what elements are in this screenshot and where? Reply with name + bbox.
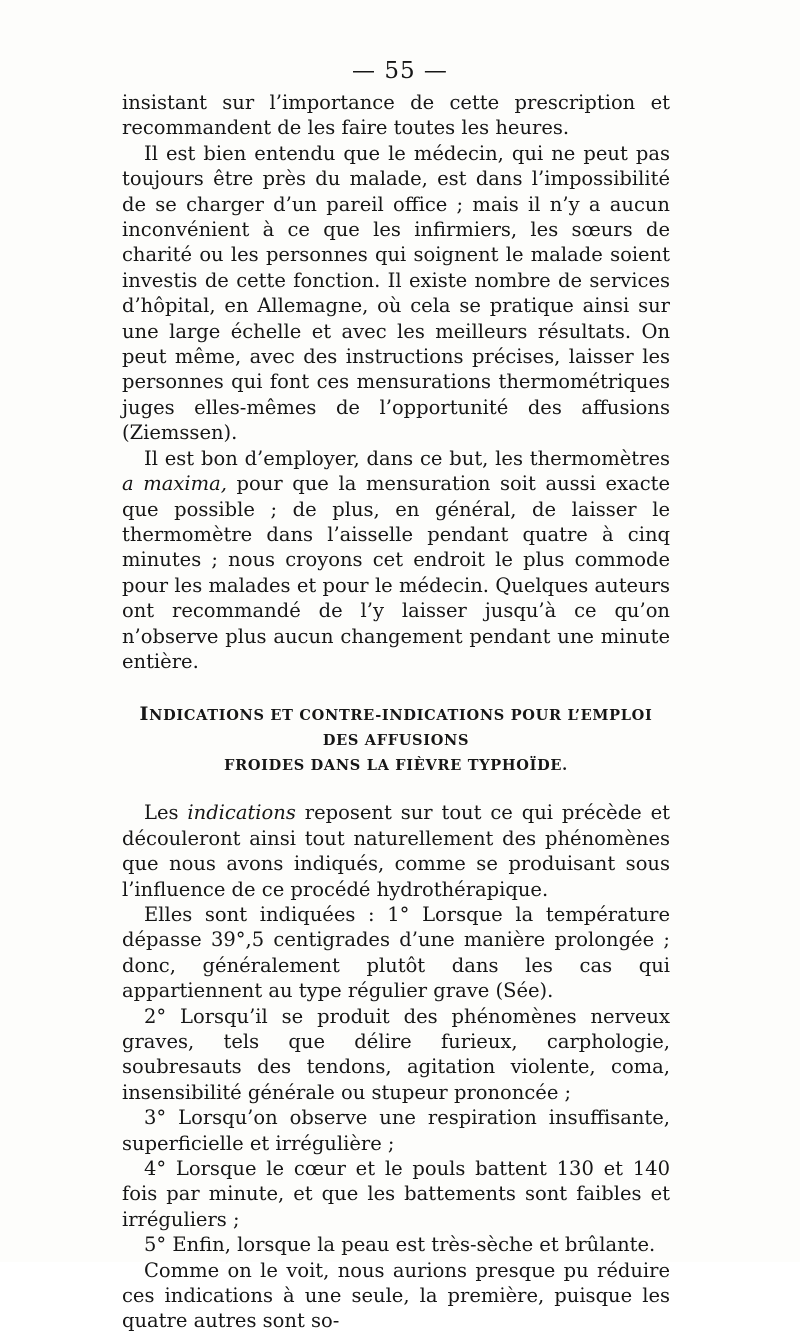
paragraph-fonction: Il est bien entendu que le médecin, qui ne peut pas toujours être près du malade, est dans l’impossibilité de se charger d’un pareil office ; mais il n’y a aucun inconvénient à ce que les infirmiers, les sœurs de charité ou les personnes qui soignent le malade soient investis de cette fonction. Il existe nombre de services d’hôpital, en Allemagne, où cela se pratique ainsi sur une large échelle et avec les meilleurs résultats. On peut même, avec des instructions précises, laisser les personnes qui font ces mensurations thermométriques juges elles-mêmes de l’opportunité des affusions (Ziemssen).	[122, 141, 670, 445]
page-body	[122, 90, 670, 1334]
paragraph-conclusion: Comme on le voit, nous aurions presque pu réduire ces indications à une seule, la première, puisque les quatre autres sont so-	[122, 1258, 670, 1333]
italic-term: a maxima,	[122, 472, 227, 496]
section-title-line-1	[122, 702, 670, 753]
paragraph-indications	[122, 800, 670, 902]
page-number: — 55 —	[352, 58, 448, 84]
paragraph-indication-3: 3° Lorsqu’on observe une respiration insuffisante, superficielle et irrégulière ;	[122, 1106, 670, 1155]
paragraph-indication-4: 4° Lorsque le cœur et le pouls battent 130 et 140 fois par minute, et que les battements sont faibles et irréguliers ;	[122, 1157, 670, 1231]
section-title-initial: I	[139, 703, 150, 726]
section-title-line-2: FROIDES DANS LA FIÈVRE TYPHOÏDE.	[224, 757, 568, 775]
paragraph-thermometres	[122, 446, 670, 675]
section-title-text: NDICATIONS ET CONTRE-INDICATIONS POUR L’EMPLOI DES AFFUSIONS	[149, 707, 653, 750]
text-run: Les	[144, 801, 188, 825]
paragraph-indication-5: 5° Enfin, lorsque la peau est très-sèche et brûlante.	[144, 1233, 656, 1257]
text-run: Il est bon d’employer, dans ce but, les thermomètres	[144, 446, 670, 470]
text-run: pour que la mensuration soit aussi exacte que possible ; de plus, en général, de laisser le thermomètre dans l’aisselle pendant quatre à cinq minutes ; nous croyons cet endroit le plus commode pour les malades et pour le médecin. Quelques auteurs ont recommandé de l’y laisser jusqu’à ce qu’on n’observe plus aucun changement pendant une minute entière.	[122, 472, 670, 673]
text-run: reposent sur tout ce qui précède et découleront ainsi tout naturellement des phénomènes que nous avons indiqués, comme se produisant sous l’influence de ce procédé hydrothérapique.	[122, 801, 670, 901]
paragraph-continuation: insistant sur l’importance de cette prescription et recommandent de les faire toutes les heures.	[122, 91, 670, 140]
paragraph-indication-1: Elles sont indiquées : 1° Lorsque la température dépasse 39°,5 centigrades d’une manière prolongée ; donc, généralement plutôt dans les cas qui appartiennent au type régulier grave (Sée).	[122, 902, 670, 1003]
italic-term: indications	[187, 801, 296, 825]
paragraph-indication-2: 2° Lorsqu’il se produit des phénomènes nerveux graves, tels que délire furieux, carphologie, soubresauts des tendons, agitation violente, coma, insensibilité générale ou stupeur prononcée ;	[122, 1004, 670, 1104]
